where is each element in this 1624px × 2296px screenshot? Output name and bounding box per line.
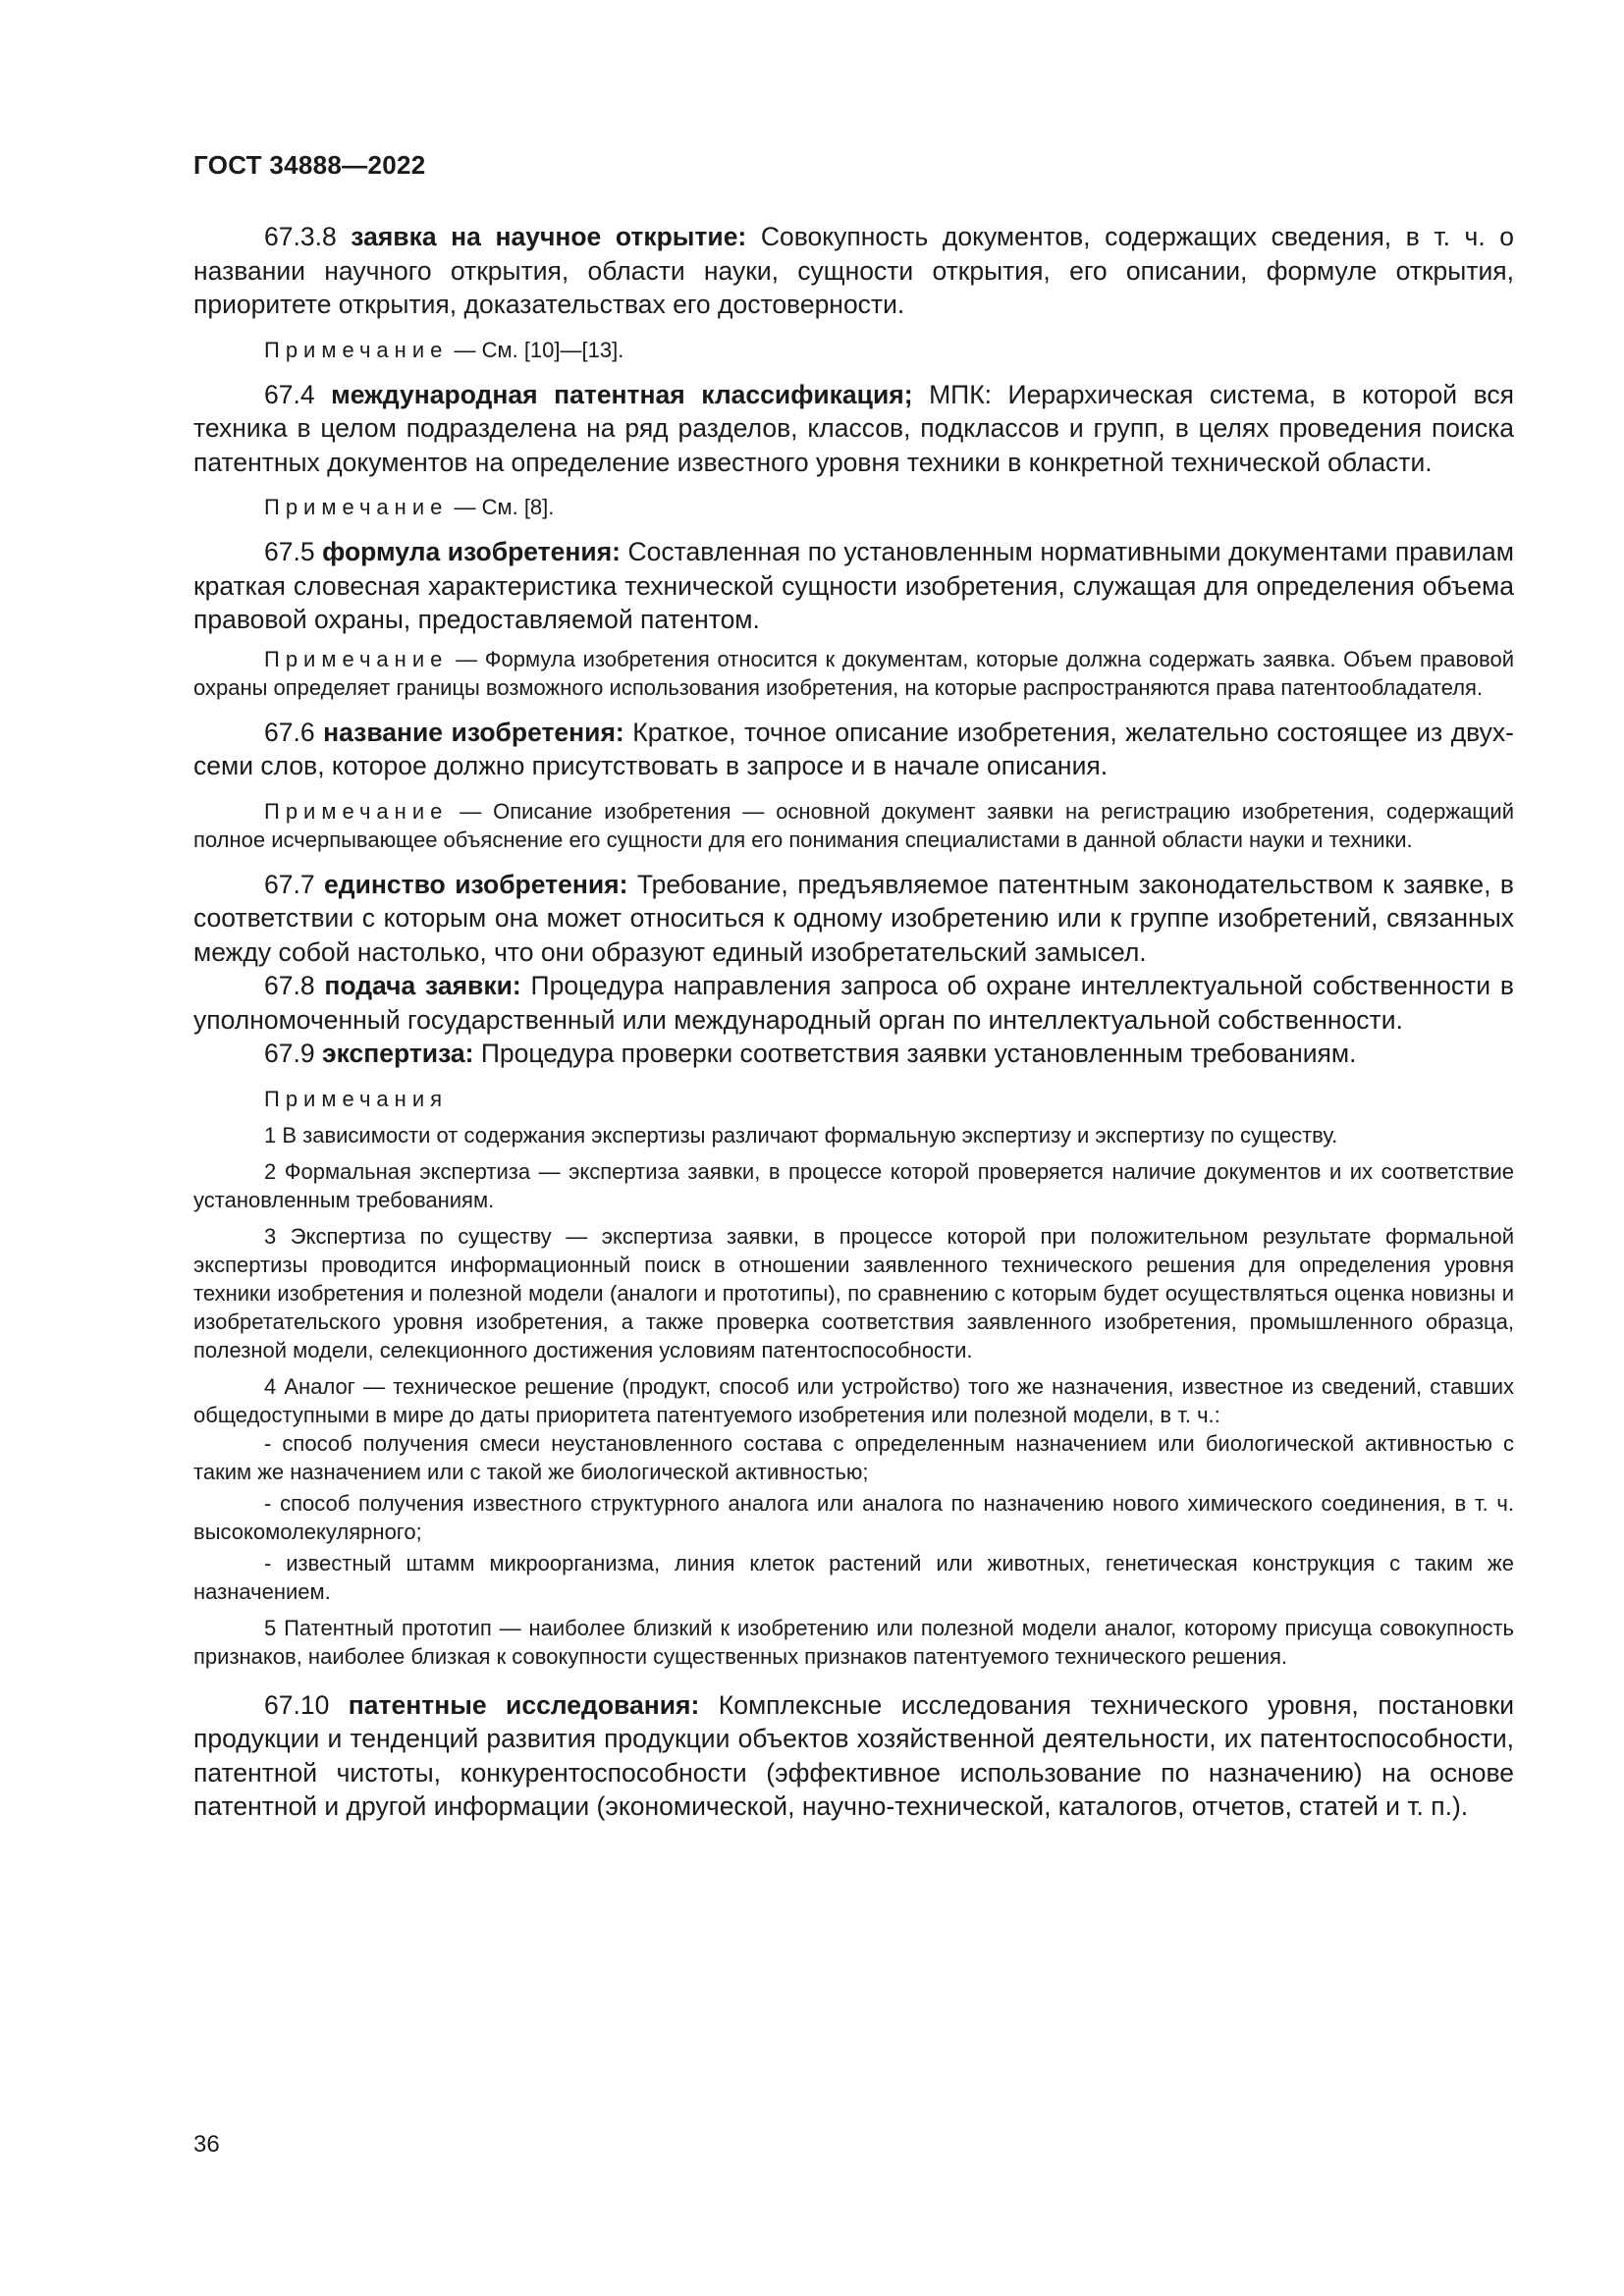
term-definition: Комплексные исследования технического уровня, постановки продукции и тенденций развития продукции объектов хозяйственной деятельности, их патентоспособности, патентной чистоты, конкурентоспособности (эффективное использование по назначению) на основе патентной и другой информации (экономической, научно-технической, каталогов, отчетов, статей и т. п.). <box>193 1689 1514 1821</box>
list-item: - известный штамм микроорганизма, линия клеток растений или животных, генетическая конструкция с таким же назначением. <box>193 1550 1514 1604</box>
note-67-5 <box>193 645 1514 702</box>
term-67-4 <box>193 378 1514 480</box>
term-definition: Процедура направления запроса об охране интеллектуальной собственности в уполномоченный государственный или международный орган по интеллектуальной собственности. <box>193 971 1514 1035</box>
term-67-6 <box>193 716 1514 783</box>
list-item: - способ получения известного структурного аналога или аналога по назначению нового химического соединения, в т. ч. высокомолекулярного; <box>193 1490 1514 1544</box>
notes-heading <box>193 1085 1514 1113</box>
note-item-5: 5 Патентный прототип — наиболее близкий к изобретению или полезной модели аналог, которому присуща совокупность признаков, наиболее близкая к совокупности существенных признаков патентуемого технического решения. <box>193 1615 1514 1669</box>
page-number: 36 <box>193 2131 220 2158</box>
term-title: единство изобретения: <box>324 869 628 899</box>
note-label: Примечание <box>264 495 449 519</box>
note-67-6 <box>193 797 1514 854</box>
document-body <box>193 220 1514 1824</box>
note-item-3: 3 Экспертиза по существу — экспертиза заявки, в процессе которой при положительном результате формальной экспертизы проводится информационный поиск в отношении заявленного технического решения для определения уровня техники изобретения и полезной модели (аналоги и прототипы), по сравнению с которым будет осуществляться оценка новизны и изобретательского уровня изобретения, а также проверка соответствия заявленного изобретения, промышленного образца, полезной модели, селекционного достижения условиям патентоспособности. <box>193 1223 1514 1362</box>
notes-label: Примечания <box>264 1086 449 1111</box>
term-67-8 <box>193 969 1514 1037</box>
term-number: 67.7 <box>264 869 315 899</box>
note-item-1: 1 В зависимости от содержания экспертизы различают формальную экспертизу и экспертизу по существу. <box>264 1122 1338 1148</box>
document-code: ГОСТ 34888—2022 <box>193 150 426 180</box>
note-text: — См. [10]—[13]. <box>454 337 624 362</box>
term-definition: Совокупность документов, содержащих сведения, в т. ч. о названии научного открытия, области науки, сущности открытия, его описании, формуле открытия, приоритете открытия, доказательствах его достоверности. <box>193 222 1514 319</box>
term-number: 67.4 <box>264 379 315 409</box>
note-item-2: 2 Формальная экспертиза — экспертиза заявки, в процессе которой проверяется наличие документов и их соответствие установленным требованиям. <box>193 1158 1514 1212</box>
term-number: 67.3.8 <box>264 222 337 251</box>
term-definition: МПК: Иерархическая система, в которой вся техника в целом подразделена на ряд разделов, классов, подклассов и групп, в целях проведения поиска патентных документов на определение известного уровня техники в конкретной технической области. <box>193 379 1514 477</box>
note-label: Примечание <box>264 337 449 362</box>
term-67-9 <box>193 1037 1514 1071</box>
term-definition: Краткое, точное описание изобретения, желательно состоящее из двух-семи слов, которое должно присутствовать в запросе и в начале описания. <box>193 717 1514 780</box>
term-67-7 <box>193 868 1514 970</box>
note-text: — См. [8]. <box>454 495 555 519</box>
term-title: заявка на научное открытие: <box>351 222 747 251</box>
term-67-10 <box>193 1688 1514 1824</box>
note-label: Примечание <box>264 798 449 824</box>
term-title: экспертиза: <box>321 1039 474 1068</box>
term-title: патентные исследования: <box>348 1689 700 1720</box>
term-67-5 <box>193 535 1514 637</box>
term-title: подача заявки: <box>324 971 521 1000</box>
note-text: — Описание изобретения — основной документ заявки на регистрацию изобретения, содержащий полное исчерпывающее объяснение его сущности для его понимания специалистами в данной области науки и техники. <box>193 798 1514 852</box>
term-title: формула изобретения: <box>322 537 621 566</box>
term-definition: Процедура проверки соответствия заявки установленным требованиям. <box>480 1039 1357 1068</box>
note-text: — Формула изобретения относится к документам, которые должна содержать заявка. Объем правовой охраны определяет границы возможного использования изобретения, на которые распространяются права патентообладателя. <box>193 646 1514 700</box>
term-67-3-8 <box>193 220 1514 322</box>
note-item-4: 4 Аналог — техническое решение (продукт, способ или устройство) того же назначения, известное из сведений, ставших общедоступными в мире до даты приоритета патентуемого изобретения или полезной модели, в т. ч.: <box>193 1373 1514 1427</box>
note-label: Примечание <box>264 646 449 671</box>
term-number: 67.5 <box>264 537 315 566</box>
term-number: 67.6 <box>264 717 315 747</box>
list-item: - способ получения смеси неустановленного состава с определенным назначением или биологической активностью с таким же назначением или с такой же биологической активностью; <box>193 1430 1514 1484</box>
term-number: 67.8 <box>264 971 315 1000</box>
document-page <box>193 0 1514 2296</box>
term-definition: Требование, предъявляемое патентным законодательством к заявке, в соответствии с которым она может относиться к одному изобретению или к группе изобретений, связанных между собой настолько, что они образуют единый изобретательский замысел. <box>193 869 1515 967</box>
term-title: название изобретения: <box>323 717 624 747</box>
term-number: 67.9 <box>264 1039 315 1068</box>
term-definition: Составленная по установленным нормативными документами правилам краткая словесная характеристика технической сущности изобретения, служащая для определения объема правовой охраны, предоставляемой патентом. <box>193 537 1514 634</box>
term-title: международная патентная классификация; <box>331 379 913 409</box>
note-67-3-8 <box>193 336 1514 364</box>
note-67-4 <box>193 493 1514 521</box>
term-number: 67.10 <box>264 1689 330 1720</box>
